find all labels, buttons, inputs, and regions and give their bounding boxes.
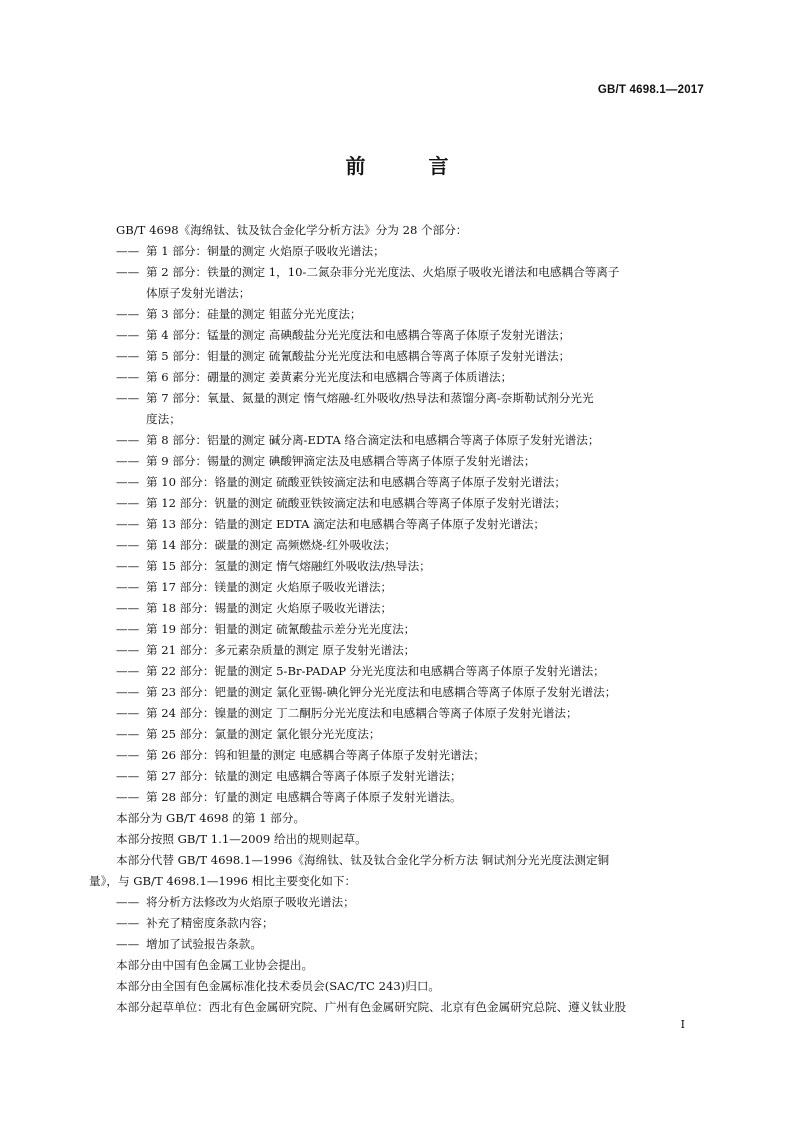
em-dash-marker: —— [116,559,140,573]
part-list-item [91,535,707,556]
part-of-paragraph: 本部分为 GB/T 4698 的第 1 部分。 [116,811,306,825]
part-list-item [91,388,707,430]
part-list-item-text: 第 19 部分：钼量的测定 硫氰酸盐示差分光光度法； [146,622,416,636]
part-list-item-text: 第 4 部分：锰量的测定 高碘酸盐分光光度法和电感耦合等离子体原子发射光谱法； [146,328,571,342]
part-list-item [91,241,707,262]
em-dash-marker: —— [116,727,140,741]
part-list-item-text: 第 9 部分：锡量的测定 碘酸钾滴定法及电感耦合等离子体原子发射光谱法； [146,454,536,468]
em-dash-marker: —— [116,601,140,615]
replaces-paragraph-line-2: 量》，与 GB/T 4698.1—1996 相比主要变化如下： [89,874,357,888]
page-number: I [680,1018,685,1031]
em-dash-marker: —— [116,622,140,636]
centralized-paragraph: 本部分由全国有色金属标准化技术委员会(SAC/TC 243)归口。 [116,979,441,993]
changes-list [91,892,707,955]
part-list-item-text: 第 14 部分：碳量的测定 高频燃烧-红外吸收法； [146,538,397,552]
standard-code: GB/T 4698.1—2017 [597,84,704,96]
part-list-item-text: 第 10 部分：铬量的测定 硫酸亚铁铵滴定法和电感耦合等离子体原子发射光谱法； [146,475,566,489]
em-dash-marker: —— [116,244,140,258]
em-dash-marker: —— [116,433,140,447]
em-dash-marker: —— [116,580,140,594]
em-dash-marker: —— [116,328,140,342]
em-dash-marker: —— [116,391,140,405]
part-list-item [91,262,707,304]
change-list-item-text: 增加了试验报告条款。 [146,937,262,951]
em-dash-marker: —— [116,664,140,678]
part-list-item [91,451,707,472]
em-dash-marker: —— [116,937,140,951]
part-list-item-text: 第 22 部分：铌量的测定 5-Br-PADAP 分光光度法和电感耦合等离子体原子发射光谱法； [146,664,605,678]
intro-paragraph: GB/T 4698《海绵钛、钛及钛合金化学分析方法》分为 28 个部分： [116,223,468,237]
part-list-item [91,472,707,493]
change-list-item [91,934,707,955]
part-list-item-text: 第 5 部分：钼量的测定 硫氰酸盐分光光度法和电感耦合等离子体原子发射光谱法； [146,349,571,363]
parts-list [91,241,707,808]
part-list-item [91,493,707,514]
part-list-item [91,640,707,661]
part-list-item [91,619,707,640]
change-list-item [91,892,707,913]
em-dash-marker: —— [116,370,140,384]
part-list-item [91,724,707,745]
change-list-item [91,913,707,934]
part-list-item [91,556,707,577]
part-list-item [91,346,707,367]
part-list-item-text: 第 23 部分：钯量的测定 氯化亚锡-碘化钾分光光度法和电感耦合等离子体原子发射光谱法； [146,685,617,699]
part-list-item [91,787,707,808]
part-list-item-text: 第 27 部分：铱量的测定 电感耦合等离子体原子发射光谱法； [146,769,462,783]
part-list-item [91,430,707,451]
change-list-item-text: 将分析方法修改为火焰原子吸收光谱法； [146,895,355,909]
part-list-item [91,367,707,388]
part-list-item-text: 第 8 部分：铝量的测定 碱分离-EDTA 络合滴定法和电感耦合等离子体原子发射光谱法； [146,433,600,447]
part-list-item [91,514,707,535]
change-list-item-text: 补充了精密度条款内容； [146,916,274,930]
part-list-item-text: 第 15 部分：氢量的测定 惰气熔融红外吸收法/热导法； [146,559,431,573]
em-dash-marker: —— [116,475,140,489]
em-dash-marker: —— [116,517,140,531]
page-title: 前 言 [345,154,477,178]
part-list-item-text: 第 6 部分：硼量的测定 姜黄素分光光度法和电感耦合等离子体质谱法； [146,370,513,384]
em-dash-marker: —— [116,307,140,321]
proposed-paragraph: 本部分由中国有色金属工业协会提出。 [116,958,314,972]
part-list-item-text: 第 24 部分：镍量的测定 丁二酮肟分光光度法和电感耦合等离子体原子发射光谱法； [146,706,578,720]
em-dash-marker: —— [116,685,140,699]
part-list-item-text: 第 26 部分：钨和钽量的测定 电感耦合等离子体原子发射光谱法； [146,748,485,762]
part-list-item [91,745,707,766]
em-dash-marker: —— [116,916,140,930]
part-list-item-text: 度法； [146,412,181,426]
part-list-item-text: 第 2 部分：铁量的测定 1，10-二氮杂菲分光光度法、火焰原子吸收光谱法和电感耦合等离子 [146,265,620,279]
em-dash-marker: —— [116,706,140,720]
em-dash-marker: —— [116,895,140,909]
em-dash-marker: —— [116,643,140,657]
em-dash-marker: —— [116,769,140,783]
drafting-units-paragraph: 本部分起草单位：西北有色金属研究院、广州有色金属研究院、北京有色金属研究总院、遵义钛业股 [116,1000,627,1014]
part-list-item-text: 第 18 部分：锡量的测定 火焰原子吸收光谱法； [146,601,393,615]
part-list-item-text: 第 17 部分：镁量的测定 火焰原子吸收光谱法； [146,580,393,594]
part-list-item-text: 体原子发射光谱法； [146,286,251,300]
part-list-item-text: 第 3 部分：硅量的测定 钼蓝分光光度法； [146,307,362,321]
part-list-item [91,325,707,346]
em-dash-marker: —— [116,790,140,804]
drafting-rules-paragraph: 本部分按照 GB/T 1.1—2009 给出的规则起草。 [116,832,367,846]
part-list-item [91,766,707,787]
em-dash-marker: —— [116,349,140,363]
part-list-item-text: 第 7 部分：氧量、氮量的测定 惰气熔融-红外吸收/热导法和蒸馏分离-奈斯勒试剂分光光 [146,391,594,405]
em-dash-marker: —— [116,748,140,762]
part-list-item-text: 第 1 部分：铜量的测定 火焰原子吸收光谱法； [146,244,385,258]
part-list-item-text: 第 25 部分：氯量的测定 氯化银分光光度法； [146,727,381,741]
part-list-item [91,577,707,598]
part-list-item [91,304,707,325]
em-dash-marker: —— [116,454,140,468]
part-list-item-text: 第 21 部分：多元素杂质量的测定 原子发射光谱法； [146,643,416,657]
part-list-item-text: 第 13 部分：锆量的测定 EDTA 滴定法和电感耦合等离子体原子发射光谱法； [146,517,545,531]
part-list-item [91,682,707,703]
replaces-paragraph-line-1: 本部分代替 GB/T 4698.1—1996《海绵钛、钛及钛合金化学分析方法 铜试剂分光光度法测定铜 [116,853,610,867]
part-list-item [91,598,707,619]
part-list-item-text: 第 28 部分：钌量的测定 电感耦合等离子体原子发射光谱法。 [146,790,462,804]
part-list-item [91,661,707,682]
em-dash-marker: —— [116,265,140,279]
em-dash-marker: —— [116,538,140,552]
document-body [91,220,707,1018]
part-list-item-text: 第 12 部分：钒量的测定 硫酸亚铁铵滴定法和电感耦合等离子体原子发射光谱法； [146,496,566,510]
em-dash-marker: —— [116,496,140,510]
part-list-item [91,703,707,724]
